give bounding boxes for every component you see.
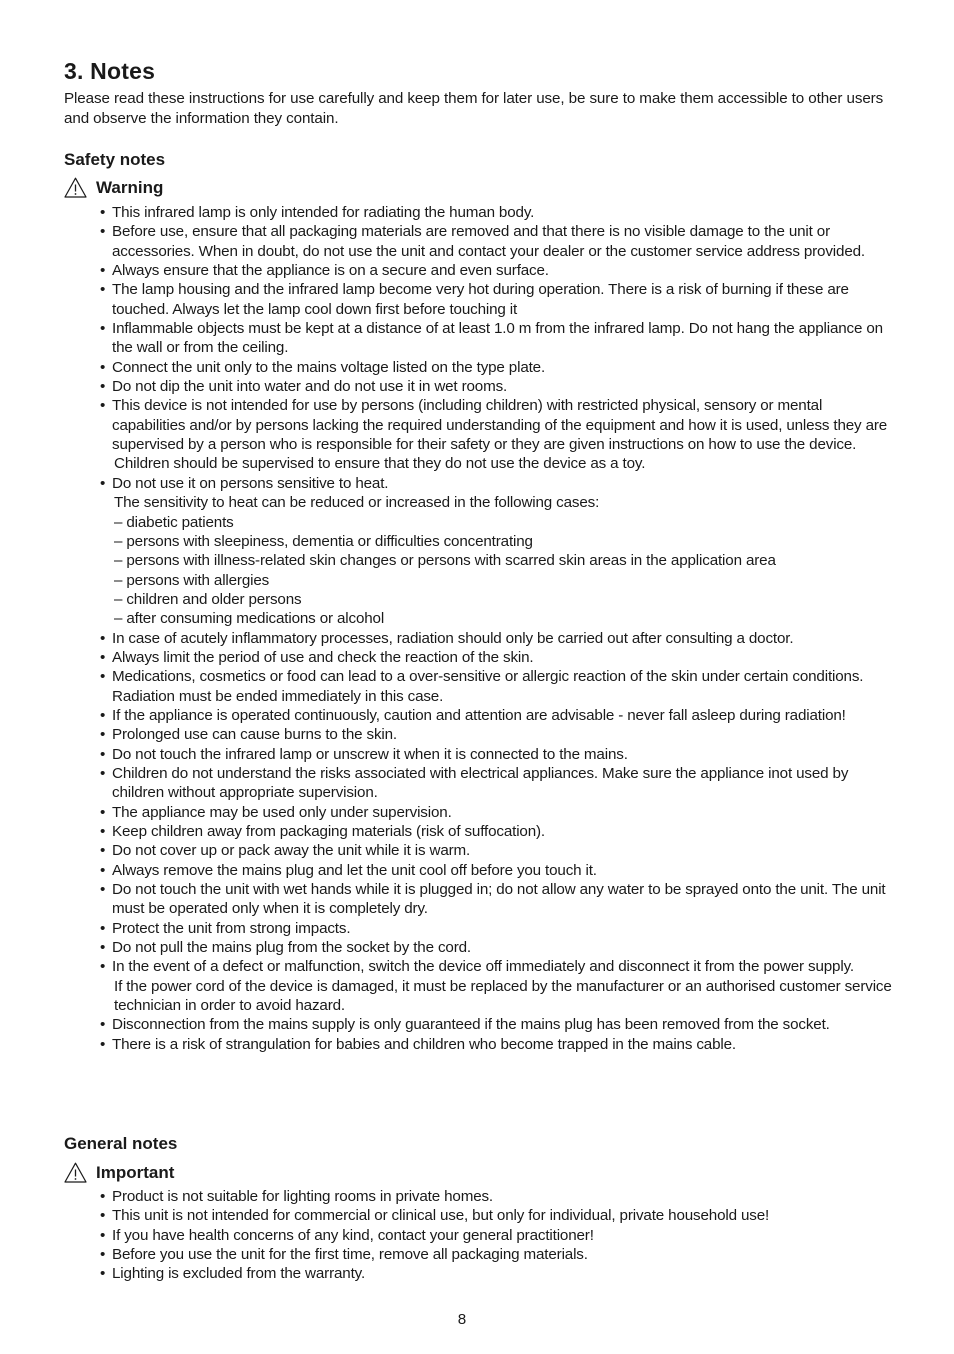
safety-item (100, 1035, 895, 1054)
bullet-marker: • (100, 474, 106, 492)
bullet-marker: • (100, 803, 106, 821)
safety-item-text: Before use, ensure that all packaging materials are removed and that there is no visible damage to the unit or accessories. When in doubt, do not use the unit and contact your dealer or the customer service address provided. (112, 223, 865, 260)
general-list (100, 1187, 895, 1284)
safety-notes-heading: Safety notes (64, 150, 166, 169)
general-item (100, 1206, 895, 1225)
bullet-marker: • (100, 358, 106, 376)
important-label: Important (96, 1162, 175, 1182)
bullet-marker: • (100, 842, 106, 860)
safety-item-text: The lamp housing and the infrared lamp become very hot during operation. There is a risk of burning if these are touched. Always let the lamp cool down first before touching it (112, 281, 849, 318)
bullet-marker: • (100, 1207, 106, 1225)
page-number: 8 (457, 1311, 467, 1328)
bullet-marker: • (100, 939, 106, 957)
safety-list (100, 203, 895, 1054)
safety-item (100, 629, 895, 648)
bullet-marker: • (100, 745, 106, 763)
safety-item (100, 203, 895, 222)
safety-item-text: Do not touch the unit with wet hands while it is plugged in; do not allow any water to be sprayed onto the unit. The unit must be operated only when it is completely dry. (112, 881, 886, 918)
bullet-marker: • (100, 1016, 106, 1034)
bullet-marker: • (100, 378, 106, 396)
bullet-marker: • (100, 1035, 106, 1053)
bullet-marker: • (100, 1246, 106, 1264)
safety-item-text: Do not pull the mains plug from the socket by the cord. (112, 939, 471, 957)
safety-item (100, 745, 895, 764)
bullet-marker: • (100, 281, 106, 299)
safety-item (100, 919, 895, 938)
safety-item-text: Do not touch the infrared lamp or unscrew it when it is connected to the mains. (112, 745, 628, 763)
warning-heading (64, 177, 163, 198)
safety-item-text: In case of acutely inflammatory processes, radiation should only be carried out after consulting a doctor. (112, 629, 794, 647)
safety-sub-item: – persons with allergies (114, 571, 270, 589)
safety-item (100, 222, 895, 261)
safety-item-text: Connect the unit only to the mains voltage listed on the type plate. (112, 358, 546, 376)
safety-item-extra: The sensitivity to heat can be reduced or increased in the following cases: (114, 494, 600, 512)
general-item-text: Before you use the unit for the first time, remove all packaging materials. (112, 1246, 588, 1264)
bullet-marker: • (100, 204, 106, 221)
general-item (100, 1245, 895, 1264)
safety-item-text: This device is not intended for use by persons (including children) with restricted physical, sensory or mental capabilities and/or by persons lacking the required understanding of the equipment and how it is used, unless they are supervised by a person who is responsible for their safety or they are given instructions on how to use the device. (112, 397, 888, 454)
bullet-marker: • (100, 629, 106, 647)
safety-item-text: This infrared lamp is only intended for radiating the human body. (112, 204, 535, 221)
general-item-text: This unit is not intended for commercial or clinical use, but only for individual, private household use! (112, 1207, 770, 1225)
safety-item-text: Prolonged use can cause burns to the skin. (112, 726, 397, 744)
safety-item (100, 822, 895, 841)
intro-paragraph: Please read these instructions for use carefully and keep them for later use, be sure to make them accessible to other users and observe the information they contain. (64, 90, 884, 127)
safety-item-text: Always remove the mains plug and let the unit cool off before you touch it. (112, 861, 597, 879)
safety-item-text: Disconnection from the mains supply is only guaranteed if the mains plug has been removed from the socket. (112, 1016, 830, 1034)
bullet-marker: • (100, 958, 106, 976)
warning-triangle-icon (64, 177, 87, 198)
safety-item-text: Children do not understand the risks associated with electrical appliances. Make sure the appliance inot used by children without appropriate supervision. (112, 764, 849, 802)
safety-sub-item: – persons with sleepiness, dementia or difficulties concentrating (114, 532, 533, 550)
safety-item (100, 648, 895, 667)
general-item-text: If you have health concerns of any kind, contact your general practitioner! (112, 1226, 594, 1244)
general-item (100, 1226, 895, 1245)
general-item-text: Product is not suitable for lighting rooms in private homes. (112, 1188, 494, 1205)
safety-item (100, 319, 895, 358)
general-item (100, 1264, 895, 1283)
safety-item (100, 861, 895, 880)
safety-item (100, 1015, 895, 1034)
safety-item (100, 474, 895, 629)
safety-item (100, 841, 895, 860)
safety-item-text: In the event of a defect or malfunction, switch the device off immediately and disconnect it from the power supply. (112, 958, 854, 976)
safety-item (100, 706, 895, 725)
safety-item-text: There is a risk of strangulation for babies and children who become trapped in the mains cable. (112, 1035, 736, 1053)
safety-item-text: Medications, cosmetics or food can lead to a over-sensitive or allergic reaction of the skin under certain conditions. Radiation must be ended immediately in this case. (112, 668, 864, 705)
safety-item (100, 377, 895, 396)
safety-sub-item: – children and older persons (114, 590, 302, 608)
safety-item (100, 880, 895, 919)
safety-item (100, 764, 895, 803)
warning-label: Warning (96, 177, 164, 197)
bullet-marker: • (100, 262, 106, 280)
bullet-marker: • (100, 648, 106, 666)
general-item (100, 1187, 895, 1206)
bullet-marker: • (100, 1226, 106, 1244)
general-notes-heading: General notes (64, 1134, 178, 1153)
safety-item (100, 280, 895, 319)
safety-item-text: Inflammable objects must be kept at a distance of at least 1.0 m from the infrared lamp. Do not hang the appliance on the wall or from the ceiling. (112, 320, 883, 357)
important-heading (64, 1162, 174, 1183)
safety-item (100, 725, 895, 744)
safety-item-extra: Children should be supervised to ensure that they do not use the device as a toy. (114, 455, 646, 473)
safety-item-text: Do not dip the unit into water and do not use it in wet rooms. (112, 378, 508, 396)
bullet-marker: • (100, 223, 106, 241)
bullet-marker: • (100, 881, 106, 899)
bullet-marker: • (100, 397, 106, 415)
safety-item (100, 358, 895, 377)
safety-item (100, 938, 895, 957)
bullet-marker: • (100, 823, 106, 840)
safety-item (100, 803, 895, 822)
warning-triangle-icon (64, 1162, 87, 1183)
bullet-marker: • (100, 706, 106, 724)
safety-item (100, 957, 895, 1015)
safety-sub-item: – diabetic patients (114, 513, 234, 531)
safety-sub-item: – after consuming medications or alcohol (114, 610, 385, 628)
safety-item-text: The appliance may be used only under supervision. (112, 803, 452, 821)
bullet-marker: • (100, 668, 106, 686)
safety-item-text: Keep children away from packaging materials (risk of suffocation). (112, 823, 545, 840)
bullet-marker: • (100, 1188, 106, 1205)
safety-item (100, 261, 895, 280)
safety-item-text: Do not cover up or pack away the unit while it is warm. (112, 842, 471, 860)
bullet-marker: • (100, 726, 106, 744)
safety-item-extra: If the power cord of the device is damaged, it must be replaced by the manufacturer or an authorised customer service technician in order to avoid hazard. (114, 977, 892, 1015)
safety-item-text: If the appliance is operated continuously, caution and attention are advisable - never fall asleep during radiation! (112, 706, 846, 724)
bullet-marker: • (100, 861, 106, 879)
page-title: 3. Notes (64, 58, 156, 84)
safety-sub-item: – persons with illness-related skin changes or persons with scarred skin areas in the application area (114, 552, 776, 570)
general-item-text: Lighting is excluded from the warranty. (112, 1265, 366, 1283)
bullet-marker: • (100, 1265, 106, 1283)
safety-item-text: Always ensure that the appliance is on a secure and even surface. (112, 262, 549, 280)
safety-item-text: Always limit the period of use and check the reaction of the skin. (112, 648, 534, 666)
safety-item-text: Do not use it on persons sensitive to heat. (112, 474, 389, 492)
bullet-marker: • (100, 320, 106, 338)
safety-item (100, 396, 895, 473)
safety-item-text: Protect the unit from strong impacts. (112, 919, 351, 937)
bullet-marker: • (100, 764, 106, 782)
safety-item (100, 667, 895, 706)
bullet-marker: • (100, 919, 106, 937)
